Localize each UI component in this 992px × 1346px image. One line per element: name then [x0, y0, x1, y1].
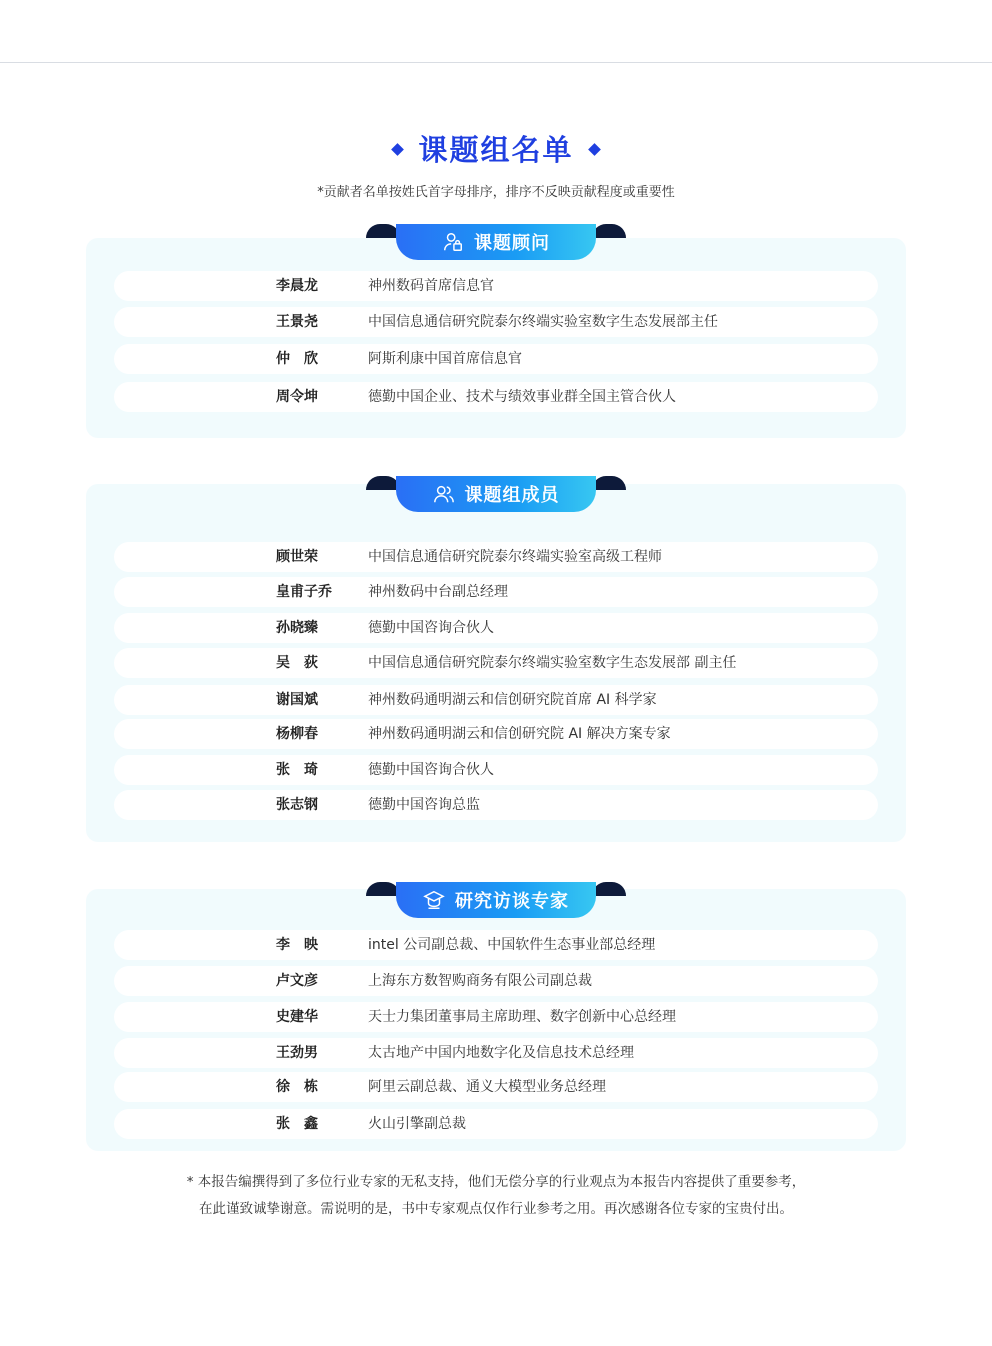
list-item [114, 271, 878, 301]
tab-label: 课题组成员 [464, 485, 560, 506]
list-item [114, 577, 878, 607]
section-tab-experts [366, 882, 626, 922]
list-item [114, 344, 878, 374]
top-divider [0, 62, 992, 63]
page-title [0, 128, 992, 169]
member-name: 张 琦 [276, 762, 318, 778]
list-item [114, 755, 878, 785]
member-role: 德勤中国企业、技术与绩效事业群全国主管合伙人 [368, 389, 676, 405]
list-item [114, 307, 878, 337]
list-item [114, 685, 878, 715]
member-name: 卢文彦 [276, 973, 318, 989]
member-role: 中国信息通信研究院泰尔终端实验室高级工程师 [368, 549, 662, 565]
member-name: 杨柳春 [276, 726, 318, 742]
member-role: 神州数码中台副总经理 [368, 584, 508, 600]
member-name: 张志钢 [276, 797, 318, 813]
section-experts [86, 889, 906, 1151]
member-name: 周令坤 [276, 389, 318, 405]
member-role: 阿斯利康中国首席信息官 [368, 351, 522, 367]
member-role: 中国信息通信研究院泰尔终端实验室数字生态发展部主任 [368, 314, 718, 330]
member-role: 中国信息通信研究院泰尔终端实验室数字生态发展部 副主任 [368, 655, 737, 671]
member-name: 史建华 [276, 1009, 318, 1025]
member-name: 李 映 [276, 937, 318, 953]
member-role: 德勤中国咨询总监 [368, 797, 480, 813]
page-title-text: 课题组名单 [418, 133, 574, 167]
list-item [114, 1072, 878, 1102]
member-name: 徐 栋 [276, 1079, 318, 1095]
subtitle: *贡献者名单按姓氏首字母排序，排序不反映贡献程度或重要性 [317, 185, 675, 200]
member-role: 火山引擎副总裁 [368, 1116, 466, 1132]
tab-ear-right [592, 882, 626, 896]
list-item [114, 1038, 878, 1068]
member-name: 谢国斌 [276, 692, 318, 708]
member-role: 德勤中国咨询合伙人 [368, 762, 494, 778]
section-members [86, 484, 906, 842]
tab-label: 研究访谈专家 [455, 891, 569, 912]
advisor-icon [442, 231, 464, 253]
diamond-right-icon [588, 143, 601, 156]
section-tab-members [366, 476, 626, 516]
tab-ear-right [592, 476, 626, 490]
member-role: 阿里云副总裁、通义大模型业务总经理 [368, 1079, 606, 1095]
member-name: 顾世荣 [276, 549, 318, 565]
diamond-left-icon [392, 143, 405, 156]
tab-pill [396, 224, 596, 260]
member-name: 王劲男 [276, 1045, 318, 1061]
list-item [114, 1109, 878, 1139]
tab-label: 课题顾问 [474, 233, 550, 254]
member-role: 神州数码首席信息官 [368, 278, 494, 294]
member-role: 太古地产中国内地数字化及信息技术总经理 [368, 1045, 634, 1061]
tab-pill [396, 476, 596, 512]
list-item [114, 613, 878, 643]
list-item [114, 966, 878, 996]
list-item [114, 930, 878, 960]
tab-ear-left [366, 224, 400, 238]
tab-pill [396, 882, 596, 918]
tab-ear-left [366, 476, 400, 490]
footnote [0, 1169, 992, 1223]
member-role: 德勤中国咨询合伙人 [368, 620, 494, 636]
team-icon [433, 483, 455, 505]
member-role: intel 公司副总裁、中国软件生态事业部总经理 [368, 937, 656, 953]
list-item [114, 790, 878, 820]
member-name: 孙晓臻 [276, 620, 318, 636]
member-name: 李晨龙 [276, 278, 318, 294]
member-role: 神州数码通明湖云和信创研究院首席 AI 科学家 [368, 692, 657, 708]
footnote-line-1: * 本报告编撰得到了多位行业专家的无私支持，他们无偿分享的行业观点为本报告内容提供了重要参考， [186, 1174, 806, 1190]
footnote-line-2: 在此谨致诚挚谢意。需说明的是，书中专家观点仅作行业参考之用。再次感谢各位专家的宝贵付出。 [199, 1201, 793, 1217]
list-item [114, 382, 878, 412]
list-item [114, 1002, 878, 1032]
member-role: 神州数码通明湖云和信创研究院 AI 解决方案专家 [368, 726, 671, 742]
member-role: 天士力集团董事局主席助理、数字创新中心总经理 [368, 1009, 676, 1025]
tab-ear-left [366, 882, 400, 896]
section-tab-advisors [366, 224, 626, 264]
member-name: 皇甫子乔 [276, 584, 332, 600]
list-item [114, 648, 878, 678]
member-role: 上海东方数智购商务有限公司副总裁 [368, 973, 592, 989]
list-item [114, 719, 878, 749]
section-advisors [86, 238, 906, 438]
list-item [114, 542, 878, 572]
member-name: 吴 荻 [276, 655, 318, 671]
member-name: 张 鑫 [276, 1116, 318, 1132]
graduation-cap-icon [423, 889, 445, 911]
tab-ear-right [592, 224, 626, 238]
member-name: 王景尧 [276, 314, 318, 330]
member-name: 仲 欣 [276, 351, 318, 367]
